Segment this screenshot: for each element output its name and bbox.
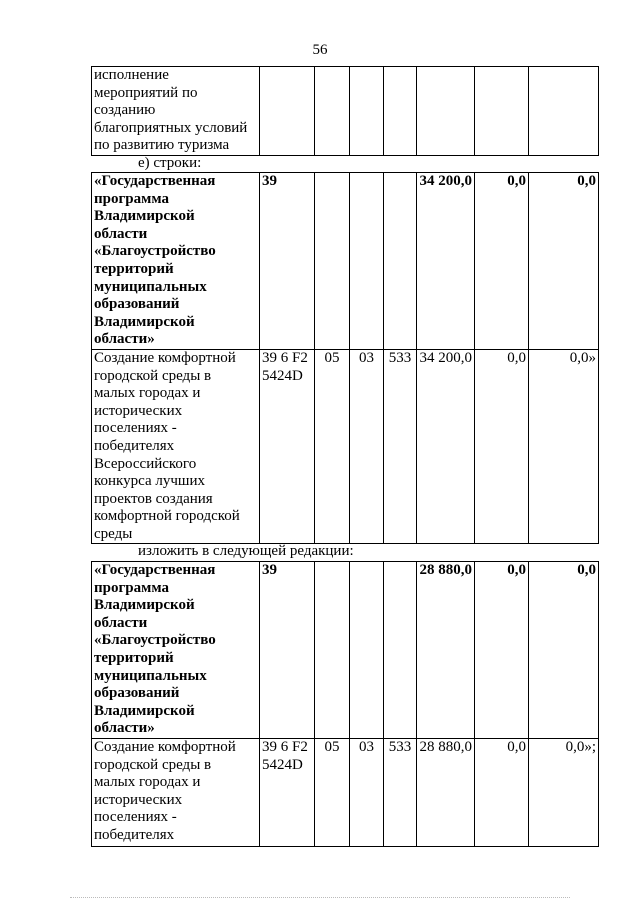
text-line: «Государственная [94, 173, 216, 189]
text-line: «Благоустройство [94, 632, 216, 649]
code-cell: 39 [260, 173, 315, 350]
sum-cell: 0,0 [529, 562, 599, 739]
text-line: Владимирской [94, 597, 195, 614]
text-line: поселениях - [94, 420, 177, 437]
text-line: благоприятных условий [94, 119, 248, 136]
table-row [92, 349, 599, 544]
section-cell: 05 [315, 349, 350, 544]
empty-cell [384, 67, 417, 156]
text-line: 5424D [262, 367, 303, 384]
table-row [92, 173, 599, 350]
text-line: «Благоустройство [94, 243, 216, 260]
old-rows-table [91, 172, 599, 544]
empty-cell [384, 173, 417, 350]
empty-cell [315, 67, 350, 156]
empty-cell [350, 562, 384, 739]
text-line: исторических [94, 791, 183, 808]
text-line: проектов создания [94, 490, 213, 507]
continued-table [91, 66, 599, 156]
empty-cell [384, 562, 417, 739]
text-line: 39 6 F2 [262, 738, 308, 755]
text-line: малых городах и [94, 774, 201, 791]
text-line: образований [94, 296, 180, 313]
section-cell: 05 [315, 738, 350, 846]
sum-cell: 0,0 [529, 173, 599, 350]
sum-cell: 28 880,0 [417, 562, 475, 739]
expense-type-cell: 533 [384, 349, 417, 544]
program-name-cell [92, 562, 260, 739]
sum-cell: 28 880,0 [417, 738, 475, 846]
text-line: среды [94, 525, 133, 542]
text-line: территорий [94, 649, 174, 666]
table-row [92, 562, 599, 739]
empty-cell [417, 67, 475, 156]
sum-cell: 0,0 [475, 173, 529, 350]
empty-cell [260, 67, 315, 156]
empty-cell [529, 67, 599, 156]
text-line: Создание комфортной [94, 738, 236, 755]
text-line: созданию [94, 102, 156, 119]
text-line: образований [94, 685, 180, 702]
text-line: Всероссийского [94, 455, 197, 472]
caption-e: е) строки: [138, 155, 202, 171]
sum-cell: 0,0 [475, 349, 529, 544]
text-line: победителях [94, 826, 175, 843]
text-line: муниципальных [94, 278, 207, 295]
text-line: области» [94, 720, 155, 737]
text-line: области [94, 225, 148, 242]
table-row [92, 738, 599, 846]
text-line: Владимирской [94, 702, 195, 719]
item-name-cell [92, 738, 260, 846]
subsection-cell: 03 [350, 349, 384, 544]
text-line: муниципальных [94, 667, 207, 684]
text-line: Владимирской [94, 208, 195, 225]
sum-cell: 0,0 [475, 738, 529, 846]
text-line: Владимирской [94, 313, 195, 330]
text-line: 39 6 F2 [262, 349, 308, 366]
row-name-cell [92, 67, 260, 156]
new-rows-table [91, 561, 599, 847]
text-line: области» [94, 331, 155, 348]
page-number: 56 [312, 42, 328, 58]
sum-cell: 0,0 [475, 562, 529, 739]
text-line: городской среды в [94, 367, 212, 384]
text-line: исполнение [94, 67, 169, 83]
sum-cell: 0,0» [529, 349, 599, 544]
text-line: программа [94, 190, 169, 207]
sum-cell: 34 200,0 [417, 349, 475, 544]
text-line: территорий [94, 260, 174, 277]
table-row [92, 67, 599, 156]
text-line: городской среды в [94, 756, 212, 773]
text-line: победителях [94, 437, 175, 454]
text-line: мероприятий по [94, 84, 198, 101]
text-line: поселениях - [94, 809, 177, 826]
text-line: области [94, 614, 148, 631]
text-line: конкурса лучших [94, 473, 205, 490]
scan-artifact-line [70, 897, 570, 898]
text-line: программа [94, 579, 169, 596]
sum-cell: 0,0»; [529, 738, 599, 846]
empty-cell [350, 173, 384, 350]
text-line: малых городах и [94, 385, 201, 402]
expense-type-cell: 533 [384, 738, 417, 846]
code-cell: 39 [260, 562, 315, 739]
empty-cell [475, 67, 529, 156]
text-line: Создание комфортной [94, 349, 236, 366]
empty-cell [350, 67, 384, 156]
empty-cell [315, 173, 350, 350]
subsection-cell: 03 [350, 738, 384, 846]
empty-cell [315, 562, 350, 739]
text-line: по развитию туризма [94, 137, 230, 154]
code-cell [260, 738, 315, 846]
sum-cell: 34 200,0 [417, 173, 475, 350]
caption-new-edition: изложить в следующей редакции: [138, 543, 354, 559]
text-line: исторических [94, 402, 183, 419]
code-cell [260, 349, 315, 544]
text-line: «Государственная [94, 562, 216, 578]
item-name-cell [92, 349, 260, 544]
program-name-cell [92, 173, 260, 350]
text-line: комфортной городской [94, 508, 240, 525]
text-line: 5424D [262, 756, 303, 773]
